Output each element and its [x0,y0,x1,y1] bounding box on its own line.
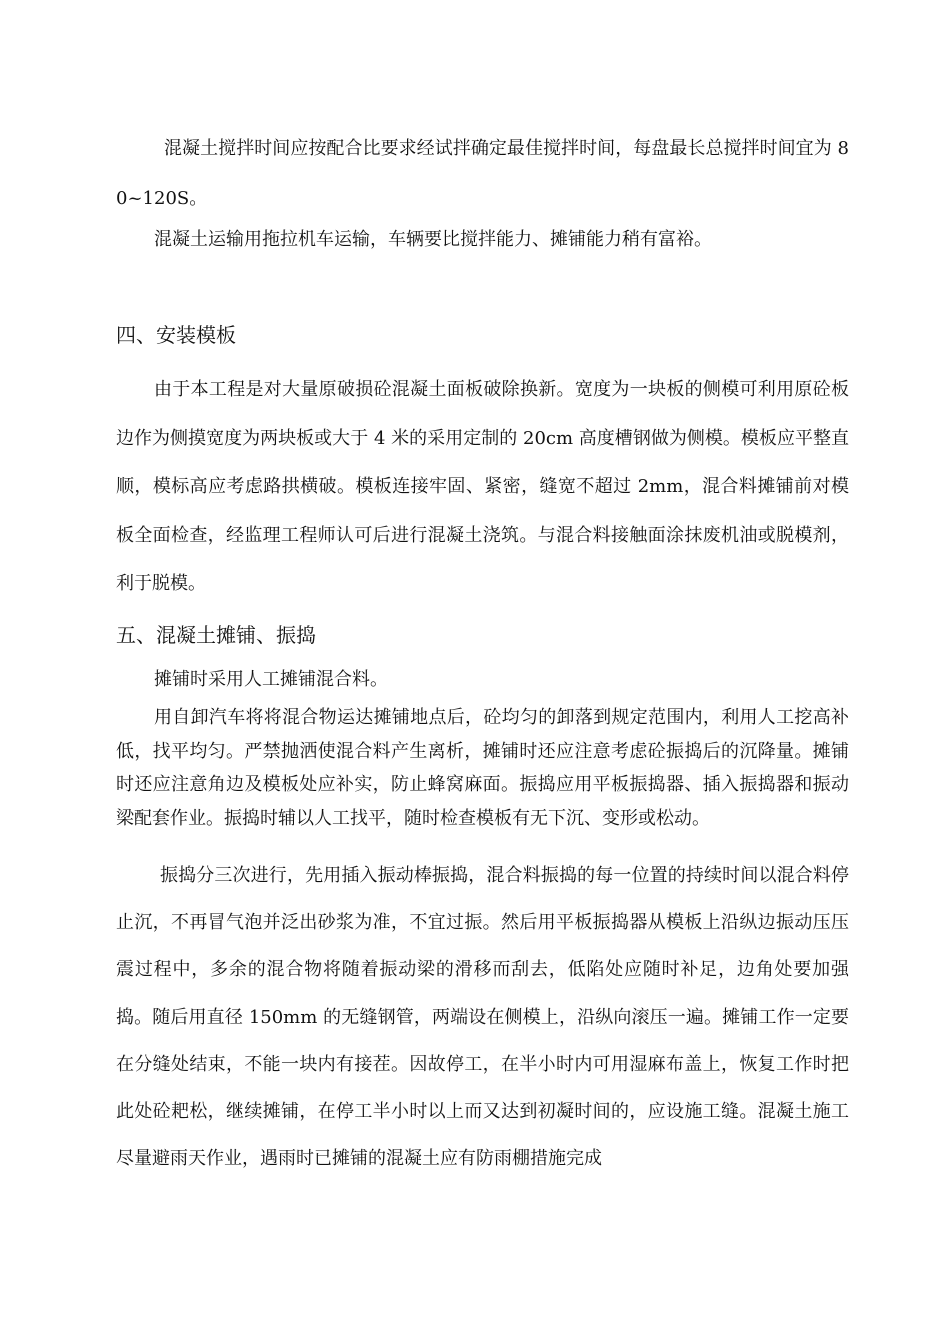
heading-section-5: 五、混凝土摊铺、振捣 [116,623,316,647]
paragraph-transport: 混凝土运输用拖拉机车运输，车辆要比搅拌能力、摊铺能力稍有富裕。 [154,229,712,250]
paragraph-paving-method: 摊铺时采用人工摊铺混合料。 [154,669,388,690]
heading-section-4: 四、安装模板 [116,323,236,347]
paragraph-vibration: 振捣分三次进行，先用插入振动棒振捣，混合料振捣的每一位置的持续时间以混合料停止沉，不再冒气泡并泛出砂浆为准，不宜过振。然后用平板振捣器从模板上沿纵边振动压压震过程中，多余的混合物将随着振动梁的滑移而刮去，低陷处应随时补足，边角处要加强捣。随后用直径 150mm 的无缝钢管，两端设在侧模上，沿纵向滚压一遍。摊铺工作一定要在分缝处结束，不能一块内有接茬。因故停工，在半小时内可用湿麻布盖上，恢复工作时把此处砼耙松，继续摊铺，在停工半小时以上而又达到初凝时间的，应设施工缝。混凝土施工尽量避雨天作业，遇雨时已摊铺的混凝土应有防雨棚措施完成 [116,865,849,1170]
paragraph-paving-detail: 用自卸汽车将将混合物运达摊铺地点后，砼均匀的卸落到规定范围内，利用人工挖高补低，找平均匀。严禁抛洒使混合料产生离析，摊铺时还应注意考虑砼振捣后的沉降量。摊铺时还应注意角边及模板处应补实，防止蜂窝麻面。振捣应用平板振捣器、插入振捣器和振动梁配套作业。振捣时辅以人工找平，随时检查模板有无下沉、变形或松动。 [116,707,849,829]
paragraph-formwork: 由于本工程是对大量原破损砼混凝土面板破除换新。宽度为一块板的侧模可利用原砼板边作为侧摸宽度为两块板或大于 4 米的采用定制的 20cm 高度槽钢做为侧模。模板应平整直顺，模标高应考虑路拱横破。模板连接牢固、紧密，缝宽不超过 2mm，混合料摊铺前对模板全面检查，经监理工程师认可后进行混凝土浇筑。与混合料接触面涂抹废机油或脱模剂，利于脱模。 [116,379,849,594]
paragraph-mixing-time: 混凝土搅拌时间应按配合比要求经试拌确定最佳搅拌时间，每盘最长总搅拌时间宜为 80~120S。 [116,138,849,209]
